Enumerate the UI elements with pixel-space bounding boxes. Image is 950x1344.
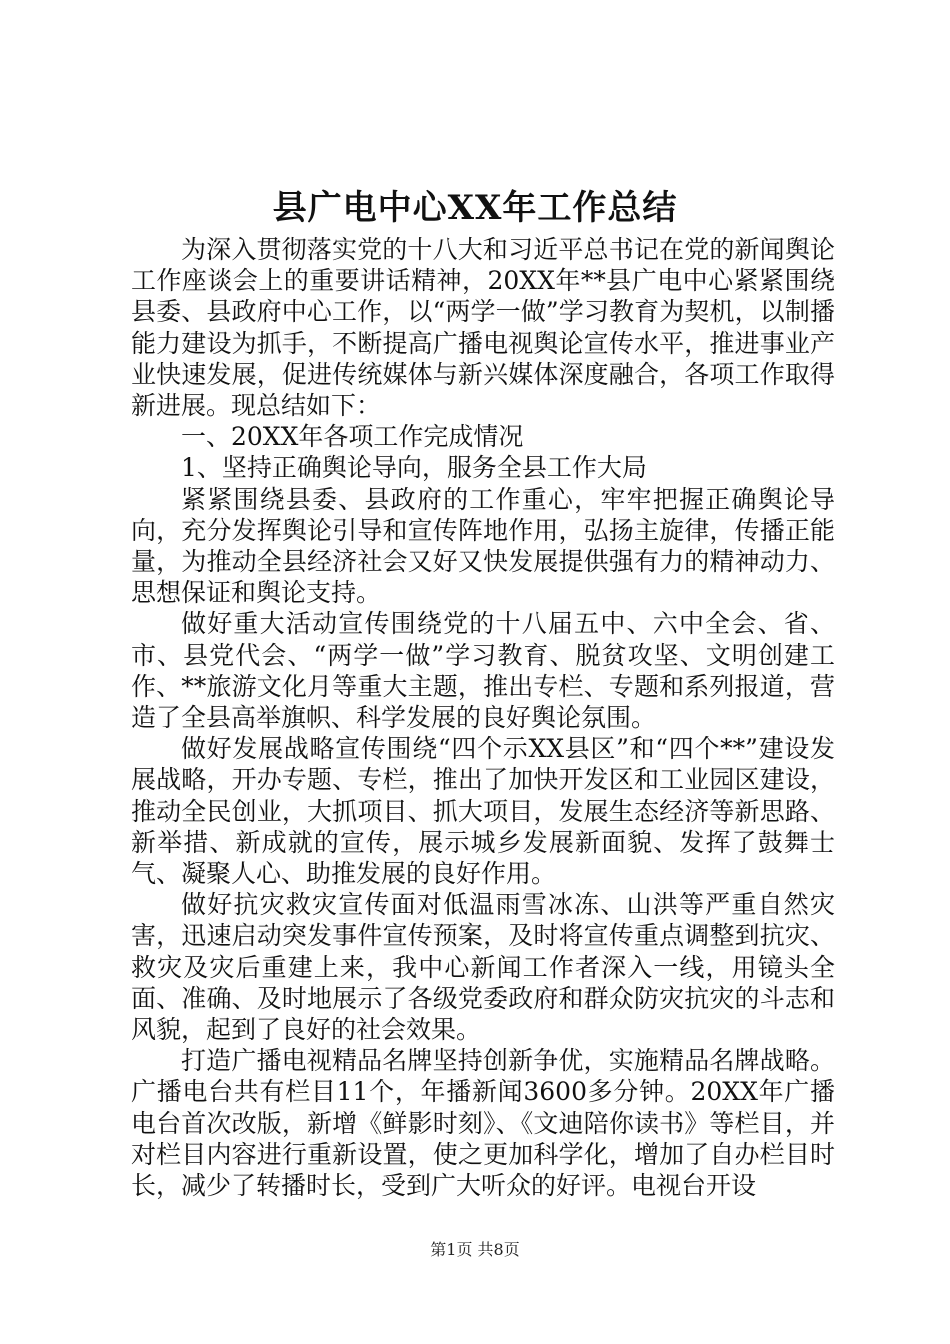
paragraph: 做好抗灾救灾宣传面对低温雨雪冰冻、山洪等严重自然灾害，迅速启动突发事件宣传预案，及时将宣传重点调整到抗灾、救灾及灾后重建上来，我中心新闻工作者深入一线，用镜头全面、准确、及时地展示了各级党委政府和群众防灾抗灾的斗志和风貌，起到了良好的社会效果。 [131, 890, 835, 1045]
paragraph: 做好发展战略宣传围绕“四个示XX县区”和“四个**”建设发展战略，开办专题、专栏，推出了加快开发区和工业园区建设，推动全民创业，大抓项目、抓大项目，发展生态经济等新思路、新举措、新成就的宣传，展示城乡发展新面貌、发挥了鼓舞士气、凝聚人心、助推发展的良好作用。 [131, 734, 835, 889]
paragraph: 紧紧围绕县委、县政府的工作重心，牢牢把握正确舆论导向，充分发挥舆论引导和宣传阵地作用，弘扬主旋律，传播正能量，为推动全县经济社会又好又快发展提供强有力的精神动力、思想保证和舆论支持。 [131, 484, 835, 608]
document-body [131, 234, 835, 1201]
subsection-heading: 1、坚持正确舆论导向，服务全县工作大局 [181, 453, 647, 483]
paragraph: 打造广播电视精品名牌坚持创新争优，实施精品名牌战略。广播电台共有栏目11个，年播新闻3600多分钟。20XX年广播电台首次改版，新增《鲜影时刻》、《文迪陪你读书》等栏目，并对栏目内容进行重新设置，使之更加科学化，增加了自办栏目时长，减少了转播时长，受到广大听众的好评。电视台开设 [131, 1046, 835, 1201]
page-number-footer: 第1页 共8页 [430, 1240, 520, 1259]
paragraph: 做好重大活动宣传围绕党的十八届五中、六中全会、省、市、县党代会、“两学一做”学习教育、脱贫攻坚、文明创建工作、**旅游文化月等重大主题，推出专栏、专题和系列报道，营造了全县高举旗帜、科学发展的良好舆论氛围。 [131, 609, 835, 733]
section-heading: 一、20XX年各项工作完成情况 [181, 422, 524, 452]
document-title: 县广电中心XX年工作总结 [272, 188, 678, 228]
paragraph-intro: 为深入贯彻落实党的十八大和习近平总书记在党的新闻舆论工作座谈会上的重要讲话精神，20XX年**县广电中心紧紧围绕县委、县政府中心工作，以“两学一做”学习教育为契机，以制播能力建设为抓手，不断提高广播电视舆论宣传水平，推进事业产业快速发展，促进传统媒体与新兴媒体深度融合，各项工作取得新进展。现总结如下： [131, 235, 835, 421]
